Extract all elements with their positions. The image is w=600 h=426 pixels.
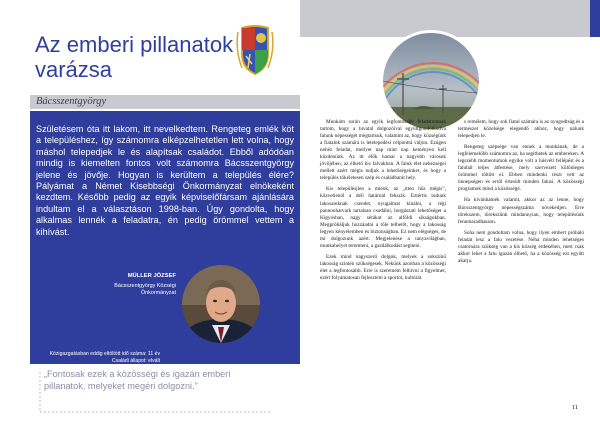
right-page [300,0,600,426]
paragraph: Soha nem gondoltam volna, hogy ilyen embert próbáló feladat lesz a falu vezetése. Néha minden lehetséges csatornára szükség van a kis község érdekében, mert csak akkor lehet a falu igazán élhető, ha a közösség ezt együtt akarja. [458,229,584,264]
person-caption [92,273,176,297]
stat-line: Családi állapot: elvált [111,357,160,364]
title-line-2: varázsa [35,57,113,82]
top-band [300,0,600,37]
rainbow-photo [380,30,482,132]
person-name: MÜLLER JÓZSEF [127,273,176,279]
page-number: 11 [571,404,578,411]
portrait-photo [182,265,260,343]
stat-line: Közigazgatásban eddig eltöltött idő száma: 11 év [49,351,160,357]
person-role: Bácsszentgyörgy Községi Önkormányzat [114,283,176,296]
paragraph: Ha kívánhatnék valamit, akkor az az lenne, hogy Bácsszentgyörgy népességszáma növekedjen. Erre törekszem, törekszünk mindannyian, hogy településünk fennmaradhasson. [458,197,584,225]
paragraph: s remélem, hogy sok fiatal számára is az nyugodtság és a természet közelsége elegendő ahhoz, hogy nálunk telepedjen le. [458,119,584,140]
article-column-1 [320,119,446,286]
subtitle: Bácsszentgyörgy [36,96,107,107]
paragraph: Ezek mind nagyszerű dolgok, melyek a sokszínű lakosság szintén szükségesek. Nekünk azonban a közösségi élet a legfontosabb. Erre is szeretném felhívni a figyelmet, ezért folyamatosan fejlesztem a sportot, kultúrát. [320,253,446,281]
pull-quote: „Fontosak ezek a közösségi és igazán emberi pillanatok, melyeket megéri dolgozni.” [44,369,231,391]
article-column-2 [458,119,584,269]
blue-tab [590,0,600,37]
paragraph: Munkám során az egyik legfontosabb feladatomnak tartom, hogy a hivatal dolgozóival együttgondolkodva falunk népességét megtartsuk, valamint az, hogy községünk a fiatalok számára is letelepedési célponttá váljon. Ezúgen nehéz feladat, mellyet nap mint nap keményen kell küzdenünk. Az itt élők hamar a nagyobb városok jövőjében, az élhető kis falvakban. A faluk élet nehézségei mellett azért mégis tudjuk a lehetőségeinket, és hogy a település tökéletesen szép és családbarát hely. [320,119,446,182]
coat-of-arms-icon [236,24,274,76]
intro-text: Születésem óta itt lakom, itt nevelkedtem. Rengeteg emlék köt a településhez, így számomra elképzelhetetlen lett volna, hogy máshol telepedjek le és alapítsak családot. Ebből adódóan mindig is kiemelten fontos volt számomra Bácsszentgyörgy jelene és jövője. Hogyan is kerültem a település élére? Pályámat a Német Kisebbségi Önkormányzat elnökeként kezdtem. Később pedig az egyik képviselőfársam ajánlására indultam el a választáson 1998-ban. Úgy gondolta, hogy alkalmas lennék a feladatra, én pedig örömmel vettem a kihívást. [36,124,294,237]
paragraph: Kis településjlen a miénk, az „itten hűs mégis”, közvetlenül a déli határnál fekszik. Eztértis tudunk lakosainknak csendet, nyugalmat kínálni, a régi pannonhatvark tartalsan csodálni, horgászati lehetőséget a Kígyósban, nagy sétákat az alföldi síkságokban. Megpróbáljuk hozzáadni a tőle telhetőt, hogy a lakosság legyen kényelemben és biztonságban. Ez nem elégséges, de mi dolgozunk azért. Megjelenése a tanyavilágban, munkahelyet teremteni, a gazdálkodást segíteni. [320,186,446,249]
stat-line: Gyermekek száma: 2 [111,364,160,371]
paragraph: Rengeteg szépsége van ennek a munkának, de a legfelemelőbb számomra az, ha segíthetek az embereken. A legszebb momentumok egyike volt a húsvéti fellépést és a falubál teljes átfestése, mely szervezett különleges örömmel töltött el. Ebben mindenki részt vett az ünnepségen és erről értesült minden falusi. A közösségi programok mind a közösségé. [458,144,584,193]
title-line-1: Az emberi pillanatok [35,32,234,57]
article-title [35,32,235,82]
